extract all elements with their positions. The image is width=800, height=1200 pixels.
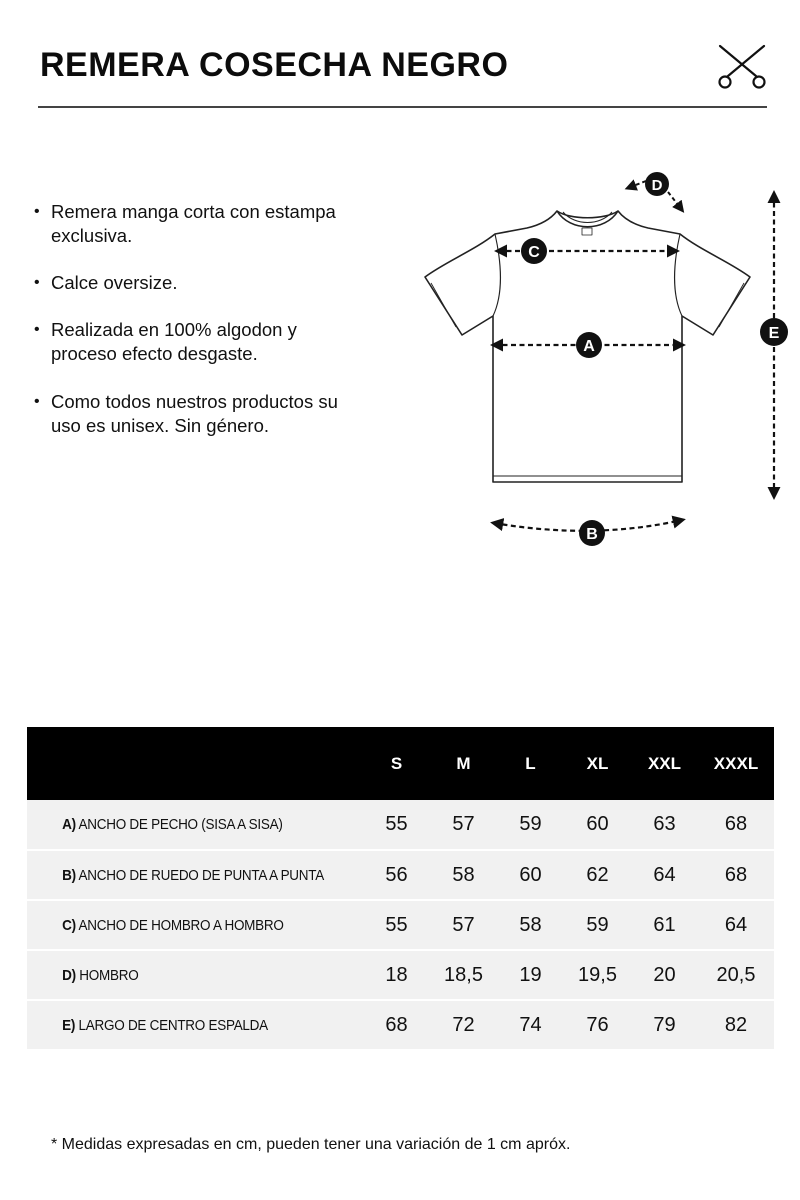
marker-a-label: A [583,338,595,355]
bullet-icon: • [34,274,40,291]
feature-item: • Realizada en 100% algodon y proceso efecto desgaste. [34,319,297,364]
size-header: M [456,753,471,773]
scissors-icon [716,42,768,90]
size-header: XXL [647,753,682,773]
table-row [27,900,774,950]
feature-list [34,200,364,438]
size-table [27,727,774,1051]
cell-value: 57 [452,913,475,936]
row-label: B) ANCHO DE RUEDO DE PUNTA A PUNTA [62,866,324,884]
feature-item: • Remera manga corta con estampa exclusiva. [34,201,336,246]
cell-value: 59 [586,913,609,936]
cell-value: 64 [724,913,748,936]
cell-value: 68 [724,813,748,835]
marker-d-label: D [651,177,663,194]
cell-value: 20 [653,963,676,986]
size-header: S [390,753,403,773]
cell-value: 79 [653,1013,676,1036]
cell-value: 20,5 [716,963,756,986]
cell-value: 62 [586,863,609,886]
cell-value: 55 [385,913,408,936]
cell-value: 58 [452,863,475,886]
measure-d-line-left [628,181,646,188]
page-title: REMERA COSECHA NEGRO [40,46,509,84]
size-header: XXXL [713,753,759,773]
cell-value: 56 [385,863,408,886]
feature-item: • Como todos nuestros productos su uso es unisex. Sin género. [34,391,338,436]
cell-value: 68 [385,1013,408,1036]
cell-value: 18,5 [444,963,483,986]
cell-value: 19 [519,963,542,986]
cell-value: 18 [385,963,408,986]
marker-c-label: C [528,244,540,261]
table-row [27,1000,774,1050]
cell-value: 19,5 [578,963,617,986]
size-header: L [525,753,536,773]
cell-value: 59 [519,813,542,835]
cell-value: 82 [724,1013,748,1036]
row-label: A) ANCHO DE PECHO (SISA A SISA) [62,816,283,833]
measure-d-line-right [668,192,682,210]
title-divider [38,106,767,108]
header-spacer [27,727,363,800]
marker-b-label: B [586,526,598,543]
cell-value: 55 [385,813,408,835]
cell-value: 61 [653,913,676,936]
size-chart [27,727,774,1051]
cell-value: 68 [724,863,748,886]
cell-value: 60 [519,863,542,886]
bullet-icon: • [34,321,40,338]
feature-item: • Calce oversize. [34,272,178,293]
row-label: E) LARGO DE CENTRO ESPALDA [62,1016,268,1034]
row-label: C) ANCHO DE HOMBRO A HOMBRO [62,916,284,934]
cell-value: 72 [452,1013,475,1036]
cell-value: 60 [586,813,609,835]
bullet-icon: • [34,393,40,410]
size-header: XL [586,753,609,773]
table-row [27,800,774,850]
footnote: * Medidas expresadas en cm, pueden tener una variación de 1 cm apróx. [51,1136,571,1153]
cell-value: 58 [519,913,542,936]
cell-value: 76 [586,1013,609,1036]
size-header-row [27,727,774,800]
table-row [27,850,774,900]
cell-value: 74 [519,1013,542,1036]
cell-value: 63 [653,813,676,835]
row-label: D) HOMBRO [62,966,139,984]
marker-e-label: E [768,325,780,342]
cell-value: 57 [452,813,475,835]
tshirt-measurement-diagram [400,150,800,570]
bullet-icon: • [34,203,40,220]
cell-value: 64 [653,863,676,886]
table-row [27,950,774,1000]
